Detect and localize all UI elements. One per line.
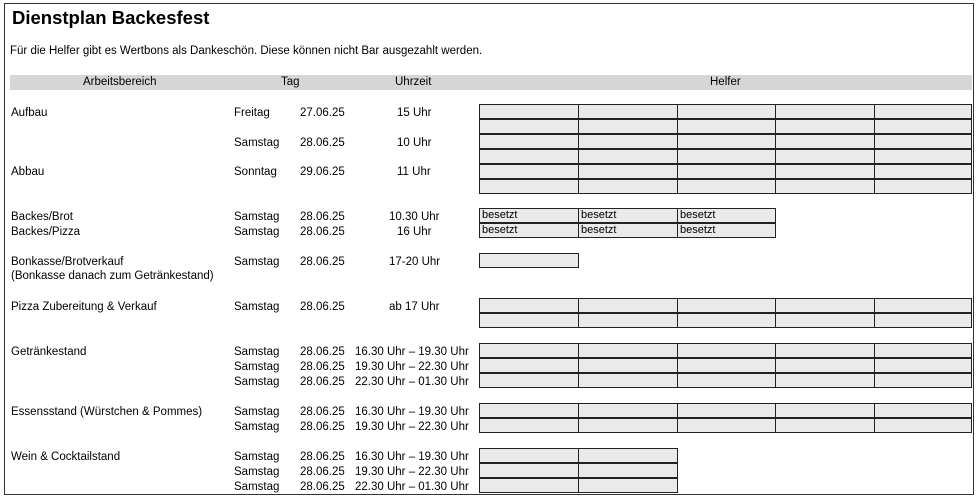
helper-slot[interactable]: [479, 463, 579, 478]
helper-slot[interactable]: [479, 448, 579, 463]
helper-slot[interactable]: [874, 418, 972, 433]
helper-slot[interactable]: [775, 358, 875, 373]
helper-slot[interactable]: [874, 164, 972, 179]
helper-slot[interactable]: [578, 403, 678, 418]
shift-time: 19.30 Uhr – 22.30 Uhr: [355, 421, 469, 433]
helper-slot[interactable]: [677, 298, 776, 313]
helper-slot[interactable]: [677, 179, 776, 194]
shift-date: 27.06.25: [300, 107, 345, 119]
shift-time: 19.30 Uhr – 22.30 Uhr: [355, 466, 469, 478]
helper-slot[interactable]: besetzt: [479, 223, 579, 238]
shift-day: Samstag: [234, 301, 280, 313]
helper-slot[interactable]: [578, 298, 678, 313]
helper-slot[interactable]: [775, 164, 875, 179]
area-label: Bonkasse/Brotverkauf: [11, 256, 124, 268]
helper-slot[interactable]: [874, 403, 972, 418]
helper-slot[interactable]: [578, 104, 678, 119]
shift-date: 28.06.25: [300, 421, 345, 433]
helper-slot[interactable]: [775, 313, 875, 328]
shift-time: 19.30 Uhr – 22.30 Uhr: [355, 361, 469, 373]
helper-slot[interactable]: [578, 149, 678, 164]
shift-date: 28.06.25: [300, 137, 345, 149]
shift-day: Samstag: [234, 226, 280, 238]
helper-slot[interactable]: besetzt: [578, 208, 678, 223]
helper-slot[interactable]: besetzt: [578, 223, 678, 238]
helper-slot[interactable]: [578, 343, 678, 358]
helper-slot[interactable]: [479, 179, 579, 194]
helper-slot[interactable]: [578, 448, 678, 463]
helper-slot[interactable]: [677, 313, 776, 328]
area-label: Abbau: [11, 166, 45, 178]
helper-slot[interactable]: [874, 298, 972, 313]
helper-slot[interactable]: [775, 104, 875, 119]
helper-slot[interactable]: [677, 418, 776, 433]
helper-slot[interactable]: [775, 418, 875, 433]
helper-slot[interactable]: [677, 104, 776, 119]
helper-slot[interactable]: [677, 373, 776, 388]
helper-slot[interactable]: [578, 478, 678, 493]
shift-day: Samstag: [234, 466, 280, 478]
area-label: Wein & Cocktailstand: [11, 451, 121, 463]
area-label: Backes/Pizza: [11, 226, 81, 238]
shift-day: Samstag: [234, 406, 280, 418]
helper-slot[interactable]: [479, 164, 579, 179]
helper-slot[interactable]: [775, 149, 875, 164]
helper-slot[interactable]: [479, 418, 579, 433]
area-sublabel: (Bonkasse danach zum Getränkestand): [11, 270, 214, 282]
helper-slot[interactable]: [578, 418, 678, 433]
helper-slot[interactable]: [578, 119, 678, 134]
area-label: Getränkestand: [11, 346, 87, 358]
shift-day: Samstag: [234, 481, 280, 493]
helper-note: Für die Helfer gibt es Wertbons als Dankeschön. Diese können nicht Bar ausgezahlt werden.: [10, 45, 483, 57]
helper-slot[interactable]: [479, 403, 579, 418]
helper-slot[interactable]: [677, 403, 776, 418]
helper-slot[interactable]: [775, 373, 875, 388]
helper-slot[interactable]: [775, 179, 875, 194]
helper-slot[interactable]: [578, 134, 678, 149]
helper-slot[interactable]: [578, 358, 678, 373]
area-label: Backes/Brot: [11, 211, 73, 223]
shift-date: 28.06.25: [300, 226, 345, 238]
helper-slot[interactable]: [677, 164, 776, 179]
helper-slot[interactable]: [578, 313, 678, 328]
shift-time: 16.30 Uhr – 19.30 Uhr: [355, 346, 469, 358]
shift-day: Samstag: [234, 451, 280, 463]
helper-slot[interactable]: [479, 313, 579, 328]
shift-time: 22.30 Uhr – 01.30 Uhr: [355, 481, 469, 493]
shift-time: 16.30 Uhr – 19.30 Uhr: [355, 451, 469, 463]
helper-slot[interactable]: [677, 343, 776, 358]
shift-time: 16.30 Uhr – 19.30 Uhr: [355, 406, 469, 418]
helper-slot[interactable]: [775, 403, 875, 418]
shift-date: 28.06.25: [300, 361, 345, 373]
helper-slot[interactable]: [874, 343, 972, 358]
helper-slot[interactable]: [677, 358, 776, 373]
helper-slot[interactable]: [578, 179, 678, 194]
header-time: Uhrzeit: [395, 76, 432, 88]
helper-slot[interactable]: [479, 119, 579, 134]
shift-day: Samstag: [234, 376, 280, 388]
shift-day: Samstag: [234, 361, 280, 373]
shift-day: Samstag: [234, 256, 280, 268]
helper-slot[interactable]: [775, 298, 875, 313]
shift-time: 10 Uhr: [397, 137, 432, 149]
page-title: Dienstplan Backesfest: [12, 7, 210, 28]
helper-slot[interactable]: [578, 463, 678, 478]
helper-slot[interactable]: [677, 149, 776, 164]
shift-time: 11 Uhr: [397, 166, 431, 178]
helper-slot[interactable]: [479, 478, 579, 493]
shift-date: 28.06.25: [300, 301, 345, 313]
helper-slot[interactable]: [874, 313, 972, 328]
area-label: Aufbau: [11, 107, 48, 119]
area-label: Pizza Zubereitung & Verkauf: [11, 301, 157, 313]
header-area: Arbeitsbereich: [83, 76, 157, 88]
helper-slot[interactable]: besetzt: [479, 208, 579, 223]
shift-date: 28.06.25: [300, 211, 345, 223]
header-helpers: Helfer: [710, 76, 741, 88]
helper-slot[interactable]: [479, 253, 579, 268]
shift-date: 28.06.25: [300, 376, 345, 388]
helper-slot[interactable]: [874, 119, 972, 134]
helper-slot[interactable]: [775, 134, 875, 149]
helper-slot[interactable]: [677, 119, 776, 134]
helper-slot[interactable]: [479, 149, 579, 164]
shift-date: 28.06.25: [300, 451, 345, 463]
shift-time: 17-20 Uhr: [389, 256, 441, 268]
helper-slot[interactable]: [874, 373, 972, 388]
shift-day: Samstag: [234, 137, 280, 149]
helper-slot[interactable]: [874, 134, 972, 149]
area-label: Essensstand (Würstchen & Pommes): [11, 406, 203, 418]
helper-slot[interactable]: [874, 358, 972, 373]
shift-time: 10.30 Uhr: [389, 211, 440, 223]
helper-slot[interactable]: besetzt: [677, 223, 776, 238]
helper-slot[interactable]: [775, 343, 875, 358]
shift-time: 16 Uhr: [397, 226, 432, 238]
helper-slot[interactable]: [479, 373, 579, 388]
shift-time: 22.30 Uhr – 01.30 Uhr: [355, 376, 469, 388]
helper-slot[interactable]: [874, 149, 972, 164]
helper-slot[interactable]: besetzt: [677, 208, 776, 223]
helper-slot[interactable]: [578, 164, 678, 179]
header-day: Tag: [281, 76, 300, 88]
shift-date: 29.06.25: [300, 166, 345, 178]
helper-slot[interactable]: [578, 373, 678, 388]
helper-slot[interactable]: [479, 298, 579, 313]
helper-slot[interactable]: [479, 358, 579, 373]
shift-day: Freitag: [234, 107, 270, 119]
shift-date: 28.06.25: [300, 256, 345, 268]
shift-day: Samstag: [234, 421, 280, 433]
shift-date: 28.06.25: [300, 481, 345, 493]
shift-time: ab 17 Uhr: [389, 301, 440, 313]
helper-slot[interactable]: [775, 119, 875, 134]
helper-slot[interactable]: [874, 104, 972, 119]
shift-date: 28.06.25: [300, 346, 345, 358]
helper-slot[interactable]: [479, 104, 579, 119]
shift-time: 15 Uhr: [397, 107, 432, 119]
helper-slot[interactable]: [479, 134, 579, 149]
shift-day: Samstag: [234, 211, 280, 223]
helper-slot[interactable]: [479, 343, 579, 358]
shift-day: Samstag: [234, 346, 280, 358]
shift-date: 28.06.25: [300, 406, 345, 418]
shift-date: 28.06.25: [300, 466, 345, 478]
helper-slot[interactable]: [874, 179, 972, 194]
helper-slot[interactable]: [677, 134, 776, 149]
shift-day: Sonntag: [234, 166, 277, 178]
